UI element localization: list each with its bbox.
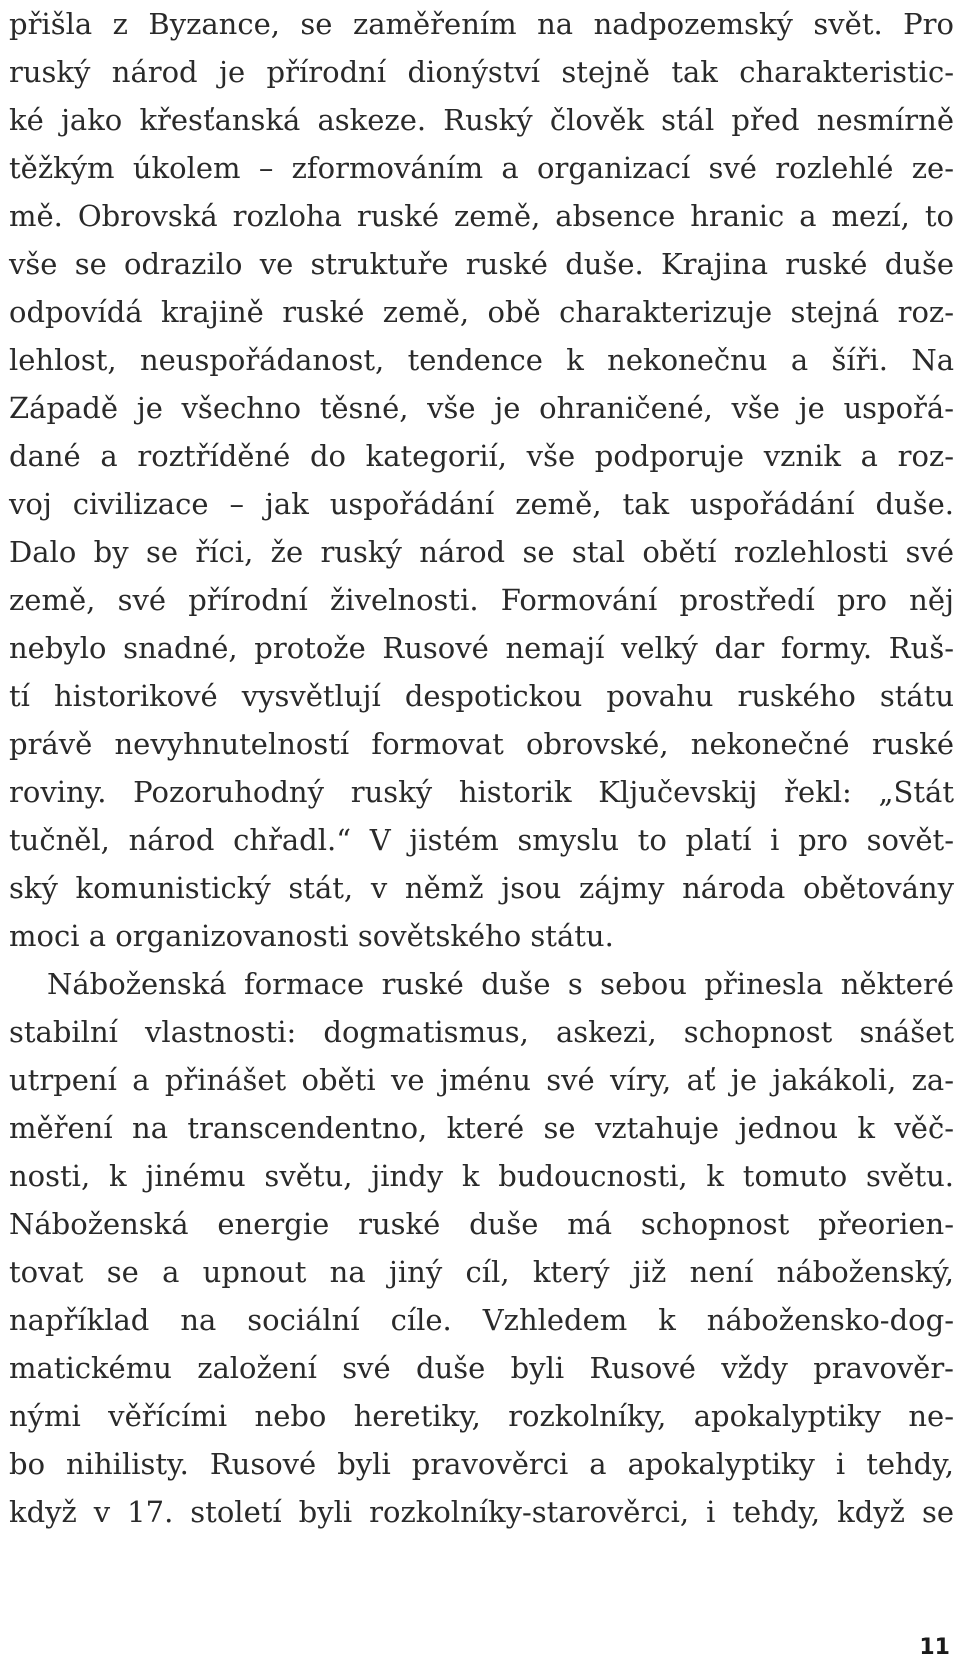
text-line: tí historikové vysvětlují despotickou povahu ruského státu <box>9 679 954 713</box>
text-line: Dalo by se říci, že ruský národ se stal obětí rozlehlosti své <box>9 535 954 569</box>
text-line: stabilní vlastnosti: dogmatismus, askezi, schopnost snášet <box>9 1015 954 1049</box>
body-text <box>9 0 954 1536</box>
text-line: ský komunistický stát, v němž jsou zájmy národa obětovány <box>9 871 954 905</box>
text-line: tučněl, národ chřadl.“ V jistém smyslu to platí i pro sovět- <box>9 823 954 857</box>
text-line: právě nevyhnutelností formovat obrovské, nekonečné ruské <box>9 727 954 761</box>
text-line: ké jako křesťanská askeze. Ruský člověk stál před nesmírně <box>9 103 954 137</box>
text-line: například na sociální cíle. Vzhledem k nábožensko-dog- <box>9 1303 954 1337</box>
text-line: matickému založení své duše byli Rusové vždy pravověr- <box>9 1351 954 1385</box>
text-line: Náboženská energie ruské duše má schopnost přeorien- <box>9 1207 954 1241</box>
text-line: vše se odrazilo ve struktuře ruské duše. Krajina ruské duše <box>9 247 954 281</box>
text-line: moci a organizovanosti sovětského státu. <box>9 919 614 953</box>
text-line: Západě je všechno těsné, vše je ohraničené, vše je uspořá- <box>9 391 954 425</box>
text-line: roviny. Pozoruhodný ruský historik Ključevskij řekl: „Stát <box>9 775 954 809</box>
page-number: 11 <box>919 1635 950 1660</box>
text-line: nebylo snadné, protože Rusové nemají velký dar formy. Ruš- <box>9 631 954 665</box>
text-line: voj civilizace – jak uspořádání země, tak uspořádání duše. <box>9 487 954 521</box>
text-line: odpovídá krajině ruské země, obě charakterizuje stejná roz- <box>9 295 954 329</box>
text-line: bo nihilisty. Rusové byli pravověrci a apokalyptiky i tehdy, <box>9 1447 954 1481</box>
text-line: když v 17. století byli rozkolníky-starověrci, i tehdy, když se <box>9 1495 954 1529</box>
text-line: dané a roztříděné do kategorií, vše podporuje vznik a roz- <box>9 439 954 473</box>
text-line: mě. Obrovská rozloha ruské země, absence hranic a mezí, to <box>9 199 954 233</box>
text-line: těžkým úkolem – zformováním a organizací své rozlehlé ze- <box>9 151 954 185</box>
text-line: země, své přírodní živelnosti. Formování prostředí pro něj <box>9 583 954 617</box>
text-line: nými věřícími nebo heretiky, rozkolníky, apokalyptiky ne- <box>9 1399 954 1433</box>
text-line: Náboženská formace ruské duše s sebou přinesla některé <box>47 967 954 1001</box>
text-line: tovat se a upnout na jiný cíl, který již není náboženský, <box>9 1255 954 1289</box>
text-line: ruský národ je přírodní dionýství stejně tak charakteristic- <box>9 55 954 89</box>
text-line: nosti, k jinému světu, jindy k budoucnosti, k tomuto světu. <box>9 1159 954 1193</box>
text-line: měření na transcendentno, které se vztahuje jednou k věč- <box>9 1111 954 1145</box>
text-line: lehlost, neuspořádanost, tendence k nekonečnu a šíři. Na <box>9 343 954 377</box>
text-line: utrpení a přinášet oběti ve jménu své víry, ať je jakákoli, za- <box>9 1063 954 1097</box>
text-line: přišla z Byzance, se zaměřením na nadpozemský svět. Pro <box>9 7 954 41</box>
